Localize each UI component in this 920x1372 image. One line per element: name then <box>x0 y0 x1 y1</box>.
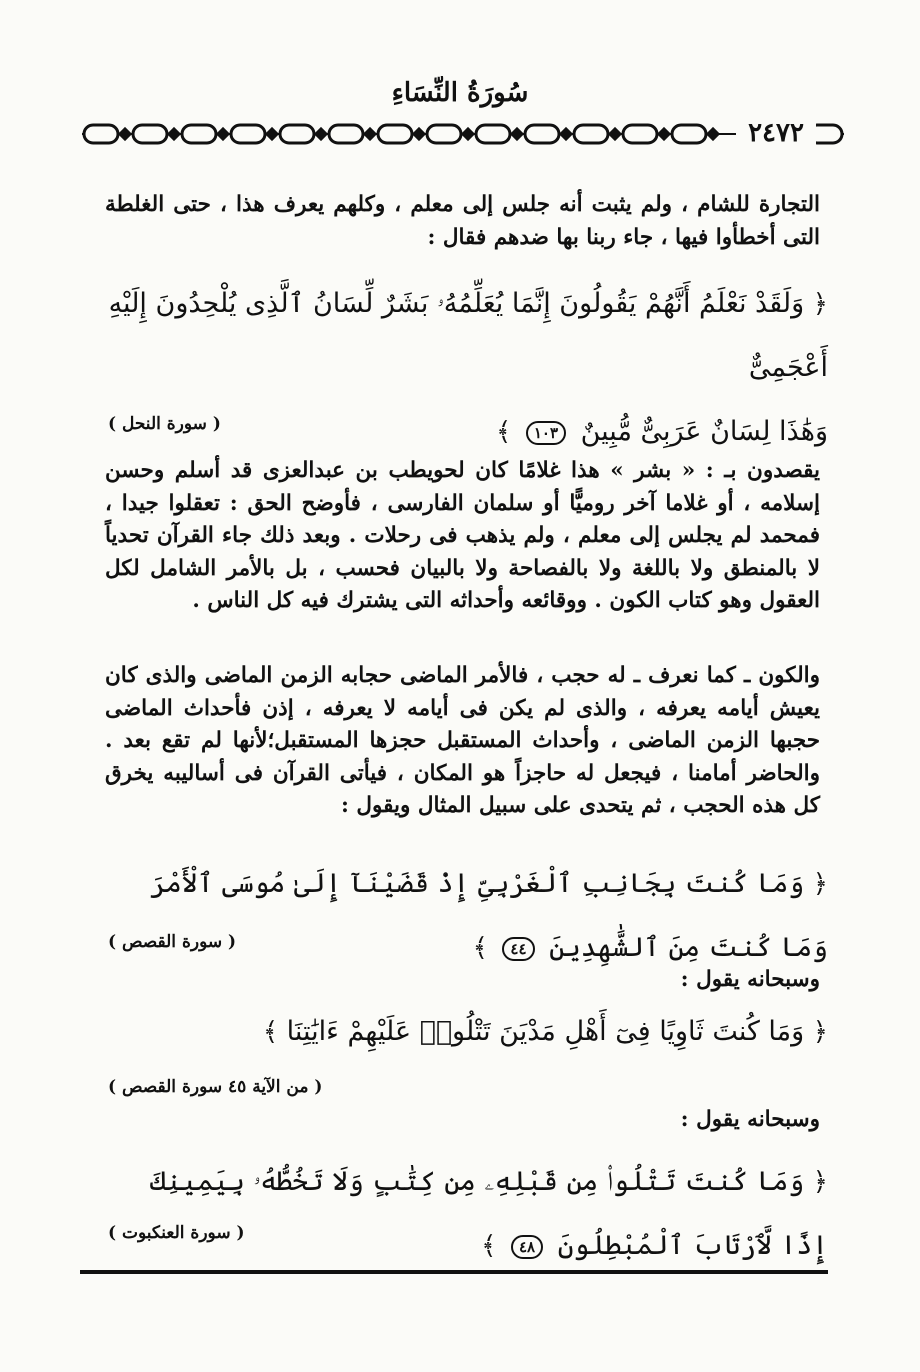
quran-verse-qasas-45 <box>98 1000 828 1064</box>
verse-text: وَمَا كُنتَ تَتْلُوا۟ مِن قَبْلِهِۦ مِن كِتَٰبٍ وَلَا تَخُطُّهُۥ بِيَمِينِكَ إِذًا لَّٱرْتَابَ ٱلْمُبْطِلُونَ <box>150 1166 828 1261</box>
intro-line: وسبحانه يقول : <box>680 1107 820 1132</box>
verse-open-bracket: ﴿ <box>812 1167 828 1197</box>
surah-title: سُورَةُ النِّسَاءِ <box>391 78 529 108</box>
header-ornament-border <box>78 116 848 152</box>
verse-close-bracket: ﴾ <box>481 1231 497 1261</box>
bottom-rule <box>80 1270 828 1274</box>
paragraph-intro: التجارة للشام ، ولم يثبت أنه جلس إلى معلم ، وكلهم يعرف هذا ، حتى الغلطة التى أخطأوا فيها ، جاء ربنا بها ضدهم فقال : <box>105 192 820 250</box>
verse-close-bracket: ﴾ <box>496 417 512 447</box>
paragraph-explanation: يقصدون بـ : « بشر » هذا غلامًا كان لحويطب بن عبدالعزى قد أسلم وحسن إسلامه ، أو غلاما آخر روميًّا أو سلمان الفارسى ، فأوضح الحق : تعقلوا جيدا ، فمحمد لم يجلس إلى معلم ، ولم يذهب فى رحلات . وبعد ذلك جاء القرآن تحدياً لا بالمنطق ولا باللغة ولا بالفصاحة ولا بالبيان فحسب ، بل بالأمر الشامل لكل العقول وهو كتاب الكون . ووقائعه وأحداثه التى يشترك فيه كل الناس . <box>105 458 820 613</box>
verse-source: ( سورة النحل ) <box>108 414 221 434</box>
verse-open-bracket: ﴿ <box>812 1017 828 1047</box>
verse-close-bracket: ﴾ <box>262 1017 279 1047</box>
paragraph-universe: والكون ـ كما نعرف ـ له حجب ، فالأمر الماضى حجابه الزمن الماضى والذى كان يعيش أيامه يعرفه ، والذى لم يكن فى أيامه لا يعرفه ، إذن فأحداث الماضى حجبها الزمن الماضى ، وأحداث المستقبل حجزها المستقبل؛لأنها لم تقع بعد . والحاضر أمامنا ، فيجعل له حاجزاً هو المكان ، فيأتى القرآن فى أساليبه يخرق كل هذه الحجب ، ثم يتحدى على سبيل المثال ويقول : <box>105 663 820 818</box>
quran-verse-nahl <box>98 272 828 464</box>
verse-text: وَمَا كُنتَ بِجَانِبِ ٱلْغَرْبِىِّ إِذْ قَضَيْنَآ إِلَىٰ مُوسَى ٱلْأَمْرَ وَمَا كُنتَ مِنَ ٱلشَّٰهِدِينَ <box>150 868 828 963</box>
verse-source: ( سورة القصص ) <box>108 932 237 952</box>
verse-close-bracket: ﴾ <box>472 933 488 963</box>
verse-text: وَمَا كُنتَ ثَاوِيًا فِىٓ أَهْلِ مَدْيَنَ تَتْلُوا۟ عَلَيْهِمْ ءَايَٰتِنَا <box>286 1016 805 1047</box>
verse-open-bracket: ﴿ <box>812 869 828 899</box>
ayah-number: ١٠٣ <box>526 421 566 445</box>
quran-verse-ankabut-48 <box>98 1150 828 1278</box>
page-number: ٢٤٧٢ <box>736 118 816 148</box>
verse-text-line2: وَهَٰذَا لِسَانٌ عَرَبِىٌّ مُّبِينٌ <box>580 416 828 447</box>
verse-source: ( من الآية ٤٥ سورة القصص ) <box>108 1077 323 1097</box>
quran-verse-qasas-44 <box>98 852 828 980</box>
verse-source: ( سورة العنكبوت ) <box>108 1223 245 1243</box>
verse-open-bracket: ﴿ <box>812 289 828 319</box>
verse-text-line1: وَلَقَدْ نَعْلَمُ أَنَّهُمْ يَقُولُونَ إِنَّمَا يُعَلِّمُهُۥ بَشَرٌ لِّسَانُ ٱلَّذِى يُلْحِدُونَ إِلَيْهِ أَعْجَمِىٌّ <box>108 288 828 383</box>
ayah-number: ٤٤ <box>502 937 534 961</box>
intro-line: وسبحانه يقول : <box>680 967 820 992</box>
ayah-number: ٤٨ <box>511 1235 543 1259</box>
